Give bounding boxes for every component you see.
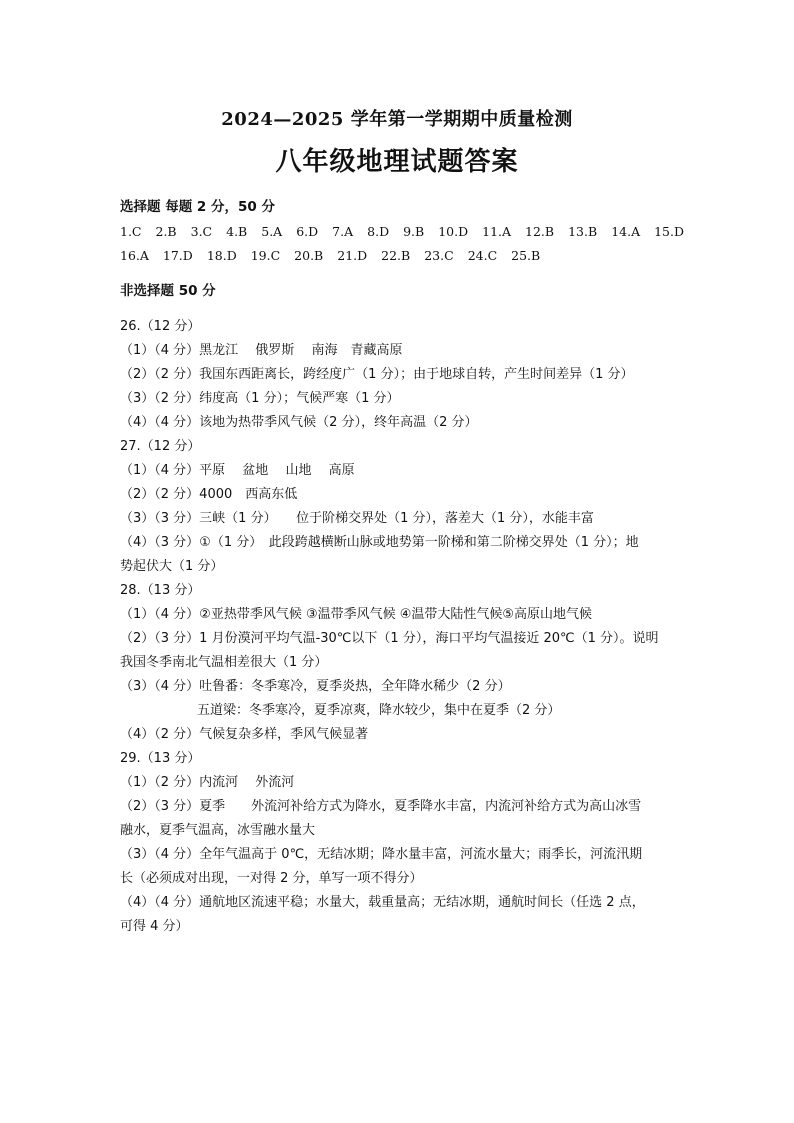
answer-line: （4）（4 分）通航地区流速平稳；水量大，载重量高；无结冰期，通航时间长（任选 2 点， (120, 895, 645, 910)
mc-answer: 20.B (294, 248, 324, 263)
answer-line-continued: 势起伏大（1 分） (120, 559, 224, 574)
mc-answer: 24.C (467, 248, 498, 263)
mc-answer: 21.D (337, 248, 368, 263)
mc-answer: 10.D (438, 224, 469, 239)
mc-answer: 2.B (155, 224, 177, 239)
mc-answer: 7.A (332, 224, 354, 239)
answer-line: （4）（4 分）该地为热带季风气候（2 分），终年高温（2 分） (120, 415, 478, 430)
answer-line: （3）（3 分）三峡（1 分） 位于阶梯交界处（1 分），落差大（1 分），水能丰富 (120, 511, 594, 526)
mc-answer: 3.C (190, 224, 213, 239)
answer-line: （1）（4 分）②亚热带季风气候 ③温带季风气候 ④温带大陆性气候⑤高原山地气候 (120, 607, 593, 622)
answer-line: （1）（4 分）平原 盆地 山地 高原 (120, 463, 355, 478)
non-mc-section-heading: 非选择题 50 分 (120, 283, 216, 299)
exam-subtitle: 八年级地理试题答案 (275, 147, 519, 177)
mc-answer: 1.C (120, 224, 142, 239)
answer-line-indented: 五道梁：冬季寒冷，夏季凉爽，降水较少，集中在夏季（2 分） (197, 703, 561, 718)
mc-answer: 14.A (611, 224, 641, 239)
mc-answer: 12.B (525, 224, 555, 239)
mc-answer: 11.A (482, 224, 512, 239)
answer-line: （1）（4 分）黑龙江 俄罗斯 南海 青藏高原 (120, 343, 403, 358)
mc-answer: 13.B (568, 224, 598, 239)
mc-answer: 17.D (162, 248, 193, 263)
exam-title: 2024—2025 学年第一学期期中质量检测 (221, 109, 573, 130)
mc-answer: 16.A (120, 248, 149, 263)
mc-answer: 23.C (424, 248, 454, 263)
mc-answers-row-2 (120, 248, 554, 263)
answer-line: （2）（2 分）4000 西高东低 (120, 487, 298, 502)
answer-line: （2）（3 分）1 月份漠河平均气温-30℃以下（1 分），海口平均气温接近 20℃（1 分）。说明 (120, 631, 659, 646)
answer-line: （4）（2 分）气候复杂多样，季风气候显著 (120, 727, 369, 742)
answer-line: （3）（4 分）全年气温高于 0℃，无结冰期；降水量丰富，河流水量大；雨季长，河流汛期 (120, 847, 643, 862)
answer-line-continued: 融水，夏季气温高，冰雪融水量大 (120, 823, 316, 838)
mc-answer: 9.B (403, 224, 425, 239)
mc-answer: 8.D (367, 224, 390, 239)
mc-answer: 25.B (511, 248, 541, 263)
mc-answer: 5.A (261, 224, 283, 239)
answer-line: （3）（4 分）吐鲁番：冬季寒冷，夏季炎热，全年降水稀少（2 分） (120, 679, 511, 694)
answer-line: （2）（3 分）夏季 外流河补给方式为降水，夏季降水丰富，内流河补给方式为高山冰雪 (120, 799, 642, 814)
mc-section-heading: 选择题 每题 2 分，50 分 (120, 199, 275, 215)
mc-answer: 4.B (226, 224, 248, 239)
mc-answer: 19.C (250, 248, 281, 263)
mc-answers-row-1 (120, 224, 698, 239)
answer-line-continued: 长（必须成对出现，一对得 2 分，单写一项不得分） (120, 871, 423, 886)
answer-line: （1）（2 分）内流河 外流河 (120, 775, 295, 790)
q28-header: 28.（13 分） (120, 583, 201, 598)
mc-answer: 6.D (296, 224, 319, 239)
answer-line: （3）（2 分）纬度高（1 分）；气候严寒（1 分） (120, 391, 400, 406)
q29-header: 29.（13 分） (120, 751, 201, 766)
answer-line-continued: 我国冬季南北气温相差很大（1 分） (120, 655, 328, 670)
answer-line: （2）（2 分）我国东西距离长，跨经度广（1 分）；由于地球自转，产生时间差异（1 分） (120, 367, 634, 382)
answer-line: （4）（3 分）①（1 分） 此段跨越横断山脉或地势第一阶梯和第二阶梯交界处（1 分）；地 (120, 535, 639, 550)
mc-answer: 18.D (206, 248, 237, 263)
mc-answer: 15.D (654, 224, 684, 239)
answer-line-continued: 可得 4 分） (120, 919, 189, 934)
q27-header: 27.（12 分） (120, 439, 201, 454)
q26-header: 26.（12 分） (120, 319, 201, 334)
mc-answer: 22.B (381, 248, 411, 263)
